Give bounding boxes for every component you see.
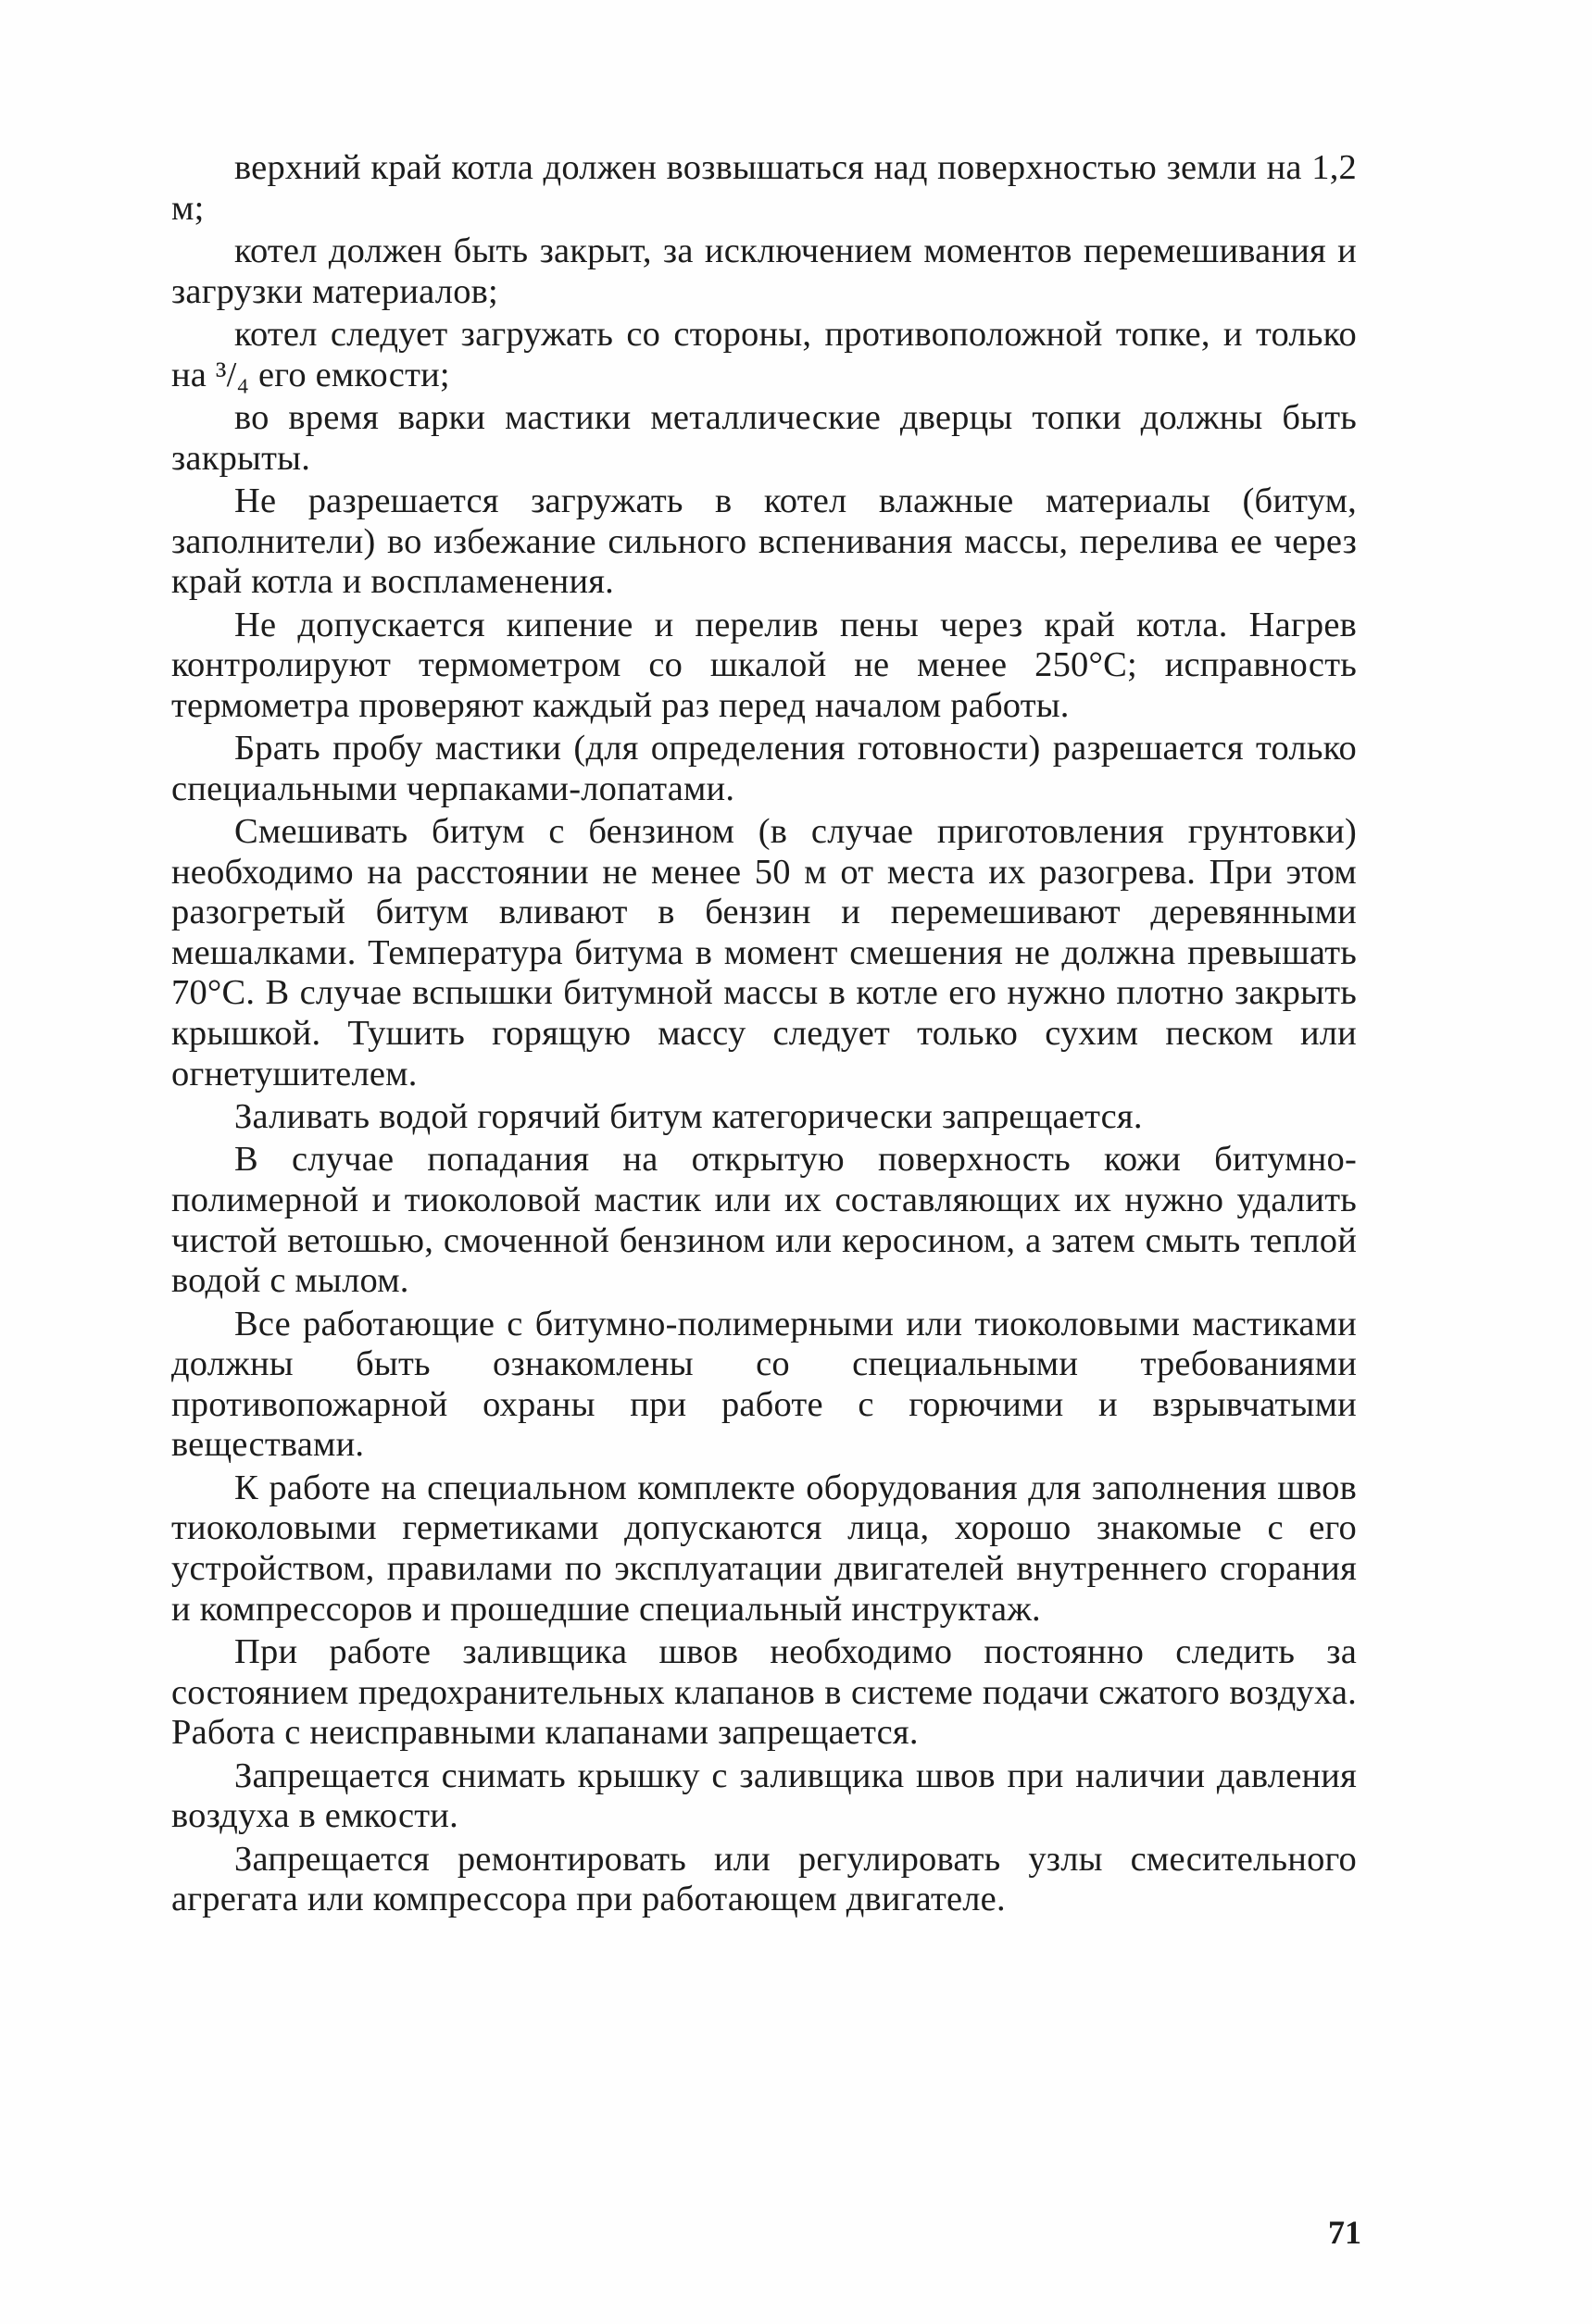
paragraph-12: К работе на специальном комплекте оборудования для заполнения швов тиоколовыми герметиками допускаются лица, хорошо знакомые с его устройством, правилами по эксплуатации двигателей внутреннего сгорания и компрессоров и прошедшие специальный инструктаж. — [171, 1468, 1357, 1629]
paragraph-9: Заливать водой горячий битум категорически запрещается. — [234, 1097, 1143, 1137]
page-number: 71 — [1328, 2214, 1361, 2251]
paragraph-10: В случае попадания на открытую поверхность кожи битумно-полимерной и тиоколовой мастик или их составляющих их нужно удалить чистой ветошью, смоченной бензином или керосином, а затем смыть теплой водой с мылом. — [171, 1140, 1357, 1301]
paragraph-6: Не допускается кипение и перелив пены через край котла. Нагрев контролируют термометром со шкалой не менее 250°С; исправность термометра проверяют каждый раз перед началом работы. — [171, 605, 1357, 725]
paragraph-4: во время варки мастики металлические дверцы топки должны быть закрыты. — [171, 397, 1357, 478]
paragraph-7: Брать пробу мастики (для определения готовности) разрешается только специальными черпаками-лопатами. — [171, 729, 1357, 808]
paragraph-8: Смешивать битум с бензином (в случае приготовления грунтовки) необходимо на расстоянии не менее 50 м от места их разогрева. При этом разогретый битум вливают в бензин и перемешивают деревянными мешалками. Температура битума в момент смешения не должна превышать 70°С. В случае вспышки битумной массы в котле его нужно плотно закрыть крышкой. Тушить горящую массу следует только сухим песком или огнетушителем. — [171, 812, 1357, 1093]
paragraph-2: котел должен быть закрыт, за исключением моментов перемешивания и загрузки материалов; — [171, 231, 1357, 311]
paragraph-14: Запрещается снимать крышку с заливщика швов при наличии давления воздуха в емкости. — [171, 1755, 1357, 1836]
paragraph-1: верхний край котла должен возвышаться над поверхностью земли на 1,2 м; — [171, 148, 1357, 228]
body-text — [171, 148, 1357, 1922]
paragraph-5: Не разрешается загружать в котел влажные материалы (битум, заполнители) во избежание сильного вспенивания массы, перелива ее через край котла и воспламенения. — [171, 481, 1357, 602]
paragraph-13: При работе заливщика швов необходимо постоянно следить за состоянием предохранительных клапанов в системе подачи сжатого воздуха. Работа с неисправными клапанами запрещается. — [171, 1631, 1357, 1753]
paragraph-11: Все работающие с битумно-полимерными или тиоколовыми мастиками должны быть ознакомлены со специальными требованиями противопожарной охраны при работе с горючими и взрывчатыми веществами. — [171, 1304, 1357, 1465]
paragraph-15: Запрещается ремонтировать или регулировать узлы смесительного агрегата или компрессора при работающем двигателе. — [171, 1839, 1357, 1919]
paragraph-3: котел следует загружать со стороны, противоположной топке, и только на ³/₄ его емкости; — [171, 314, 1357, 394]
